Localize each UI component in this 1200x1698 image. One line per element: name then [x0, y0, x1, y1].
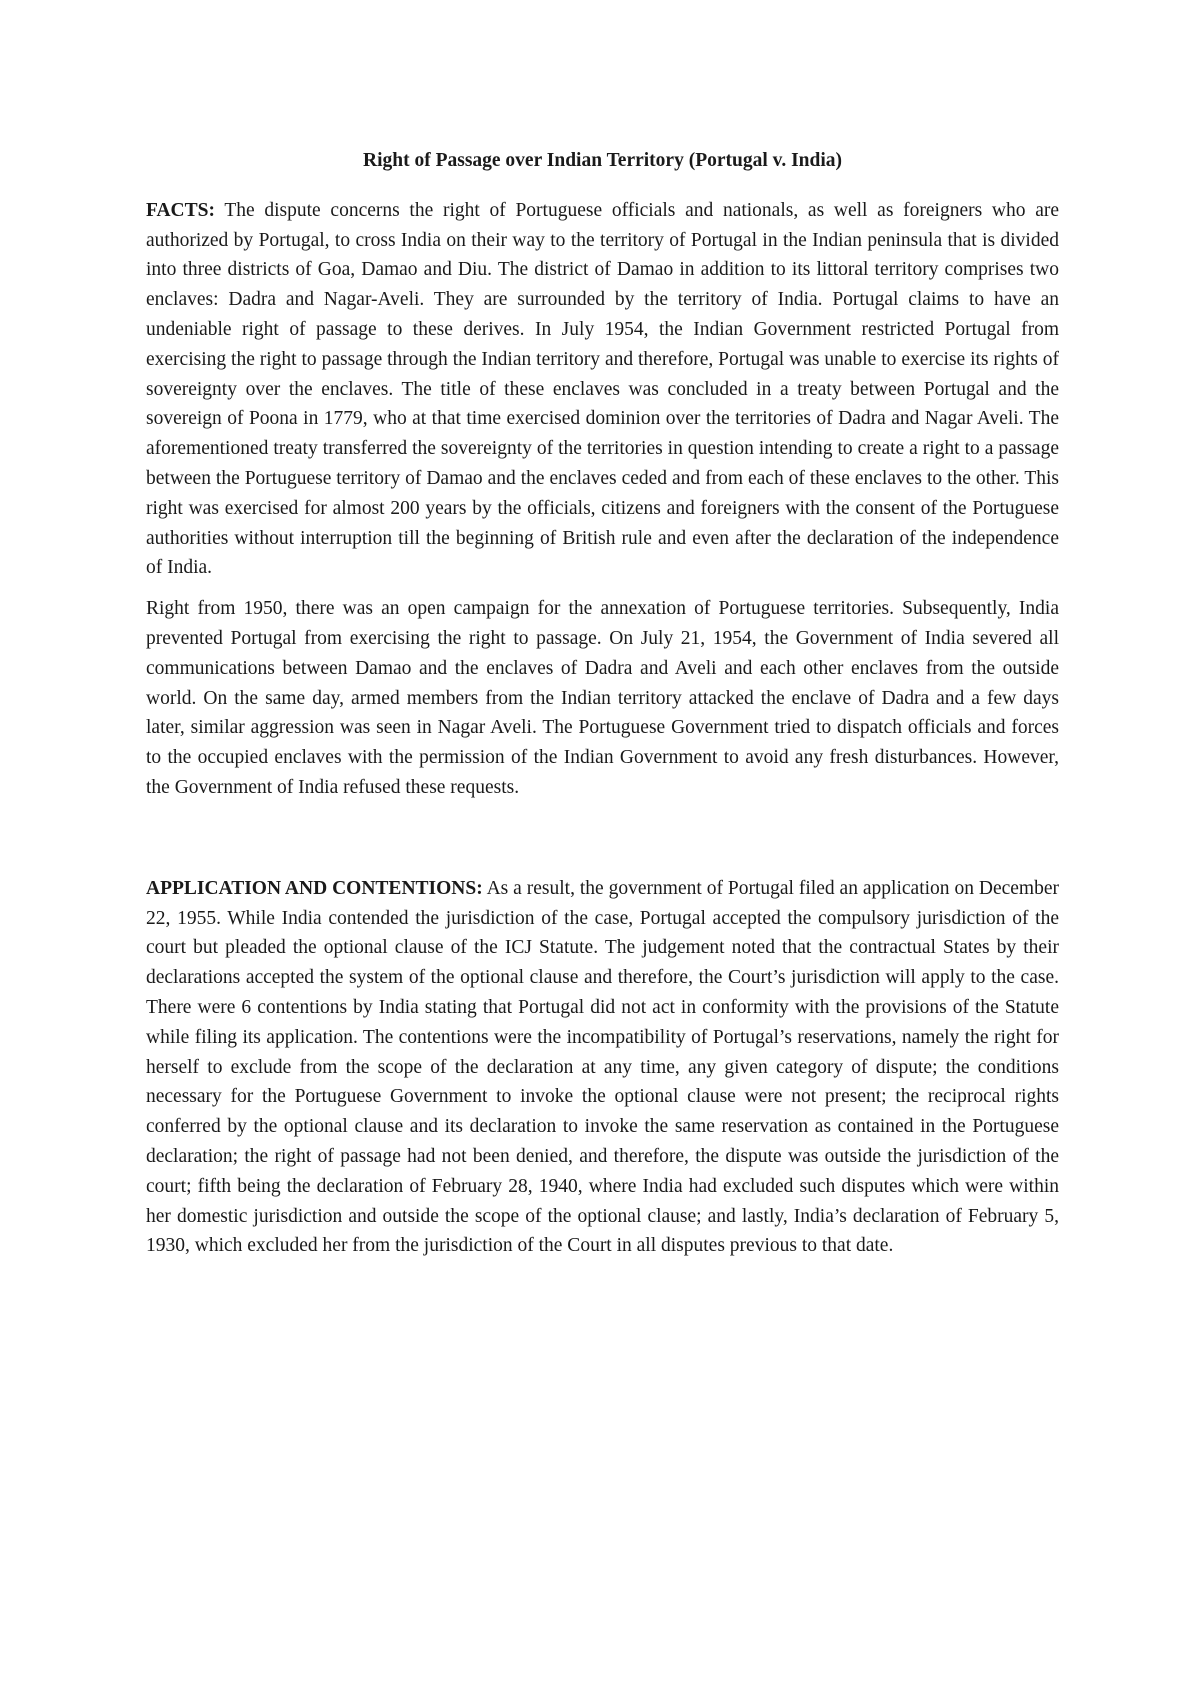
facts-heading: FACTS:	[146, 199, 215, 221]
section-spacer	[146, 814, 1059, 874]
facts-paragraph-2: Right from 1950, there was an open campaign for the annexation of Portuguese territories. Subsequently, India prevented Portugal from exercising the right to passage. On July 21, 1954, the Government of India severed all communications between Damao and the enclaves of Dadra and Aveli and each other enclaves from the outside world. On the same day, armed members from the Indian territory attacked the enclave of Dadra and a few days later, similar aggression was seen in Nagar Aveli. The Portuguese Government tried to dispatch officials and forces to the occupied enclaves with the permission of the Indian Government to avoid any fresh disturbances. However, the Government of India refused these requests.	[146, 598, 1059, 798]
document-title: Right of Passage over Indian Territory (Portugal v. India)	[362, 150, 843, 171]
application-paragraph-text: As a result, the government of Portugal filed an application on December 22, 1955. While India contended the jurisdiction of the case, Portugal accepted the compulsory jurisdiction of the court but pleaded the optional clause of the ICJ Statute. The judgement noted that the contractual States by their declarations accepted the system of the optional clause and therefore, the Court’s jurisdiction will apply to the case. There were 6 contentions by India stating that Portugal did not act in conformity with the provisions of the Statute while filing its application. The contentions were the incompatibility of Portugal’s reservations, namely the right for herself to exclude from the scope of the declaration at any time, any given category of dispute; the conditions necessary for the Portuguese Government to invoke the optional clause were not present; the reciprocal rights conferred by the optional clause and its declaration to invoke the same reservation as contained in the Portuguese declaration; the right of passage had not been denied, and therefore, the dispute was outside the jurisdiction of the court; fifth being the declaration of February 28, 1940, where India had excluded such disputes which were within her domestic jurisdiction and outside the scope of the optional clause; and lastly, India’s declaration of February 5, 1930, which excluded her from the jurisdiction of the Court in all disputes previous to that date.	[146, 877, 1059, 1257]
application-paragraph	[146, 874, 1059, 1261]
facts-paragraph-text: The dispute concerns the right of Portuguese officials and nationals, as well as foreigners who are authorized by Portugal, to cross India on their way to the territory of Portugal in the Indian peninsula that is divided into three districts of Goa, Damao and Diu. The district of Damao in addition to its littoral territory comprises two enclaves: Dadra and Nagar-Aveli. They are surrounded by the territory of India. Portugal claims to have an undeniable right of passage to these derives. In July 1954, the Indian Government restricted Portugal from exercising the right to passage through the Indian territory and therefore, Portugal was unable to exercise its rights of sovereignty over the enclaves. The title of these enclaves was concluded in a treaty between Portugal and the sovereign of Poona in 1779, who at that time exercised dominion over the territories of Dadra and Nagar Aveli. The aforementioned treaty transferred the sovereignty of the territories in question intending to create a right to a passage between the Portuguese territory of Damao and the enclaves ceded and from each of these enclaves to the other. This right was exercised for almost 200 years by the officials, citizens and foreigners with the consent of the Portuguese authorities without interruption till the beginning of British rule and even after the declaration of the independence of India.	[146, 199, 1059, 579]
document-body	[146, 146, 1059, 1272]
facts-paragraph	[146, 196, 1059, 583]
application-heading: APPLICATION AND CONTENTIONS:	[146, 877, 483, 899]
